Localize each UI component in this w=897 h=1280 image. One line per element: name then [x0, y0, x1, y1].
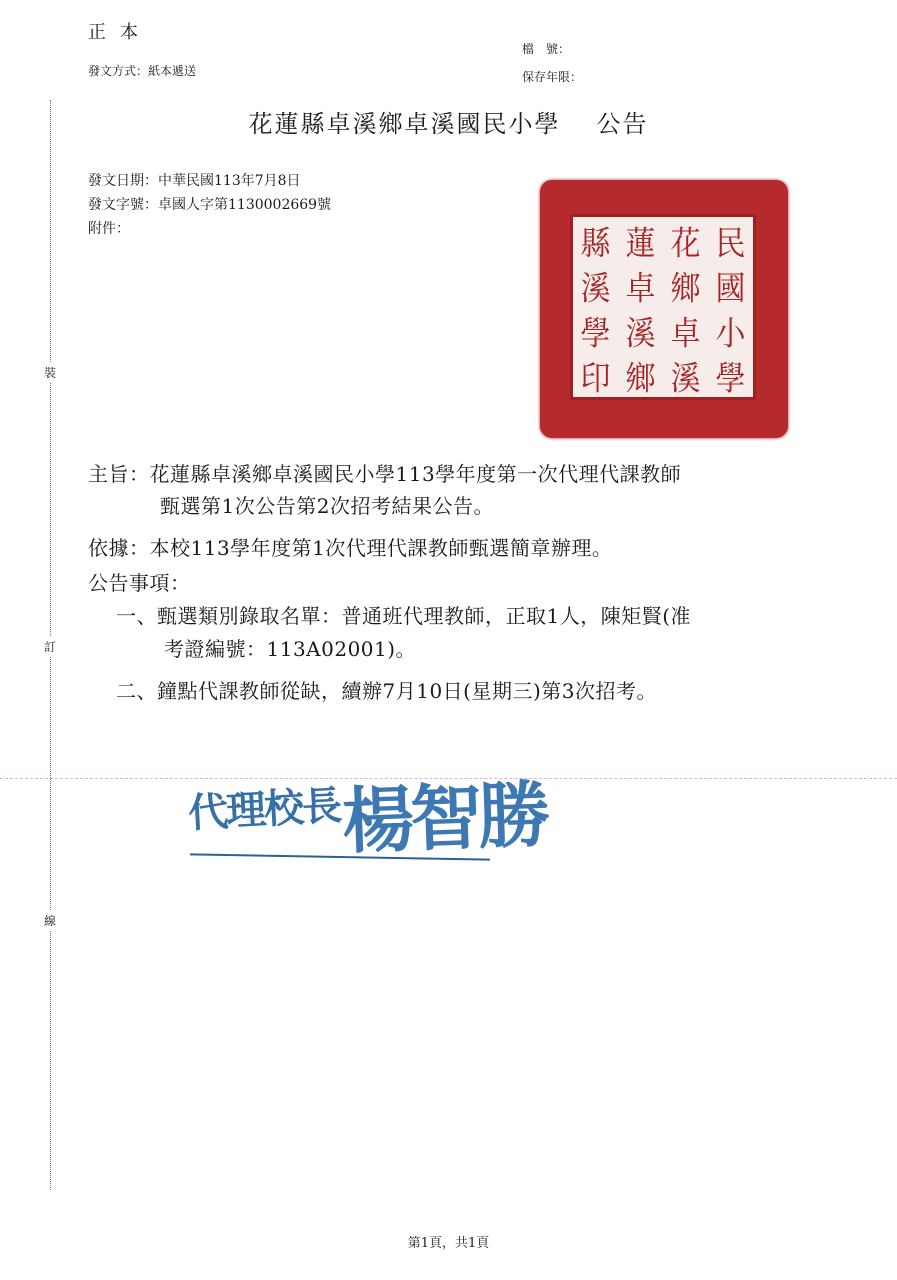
title-organization: 花蓮縣卓溪鄉卓溪國民小學 — [248, 110, 561, 138]
seal-char: 蓮 — [625, 224, 656, 263]
signature-title: 代理校長 — [187, 782, 342, 837]
page-number: 第1頁，共1頁 — [407, 1236, 490, 1251]
seal-inner-box — [570, 214, 756, 400]
seal-char: 國 — [715, 269, 746, 308]
seal-char: 溪 — [670, 359, 701, 398]
title-kind: 公告 — [596, 110, 649, 138]
seal-char: 溪 — [625, 314, 656, 353]
seal-char: 溪 — [580, 269, 611, 308]
seal-char: 花 — [670, 224, 701, 263]
copy-type-label: 正本 — [88, 22, 152, 43]
reference-number: 發文字號：卓國人字第1130002669號 — [88, 197, 332, 213]
seal-char: 學 — [580, 314, 611, 353]
binding-mark-zhuang: 裝 — [44, 362, 56, 383]
send-method: 發文方式：紙本遞送 — [88, 64, 197, 78]
item-1-line-2: 考證編號：113A02001)。 — [164, 637, 417, 661]
seal-char: 卓 — [625, 269, 656, 308]
item-2-line: 二、鐘點代課教師從缺，續辦7月10日(星期三)第3次招考。 — [116, 679, 658, 703]
seal-char: 卓 — [670, 314, 701, 353]
seal-char: 學 — [715, 359, 746, 398]
seal-char: 印 — [580, 359, 611, 398]
official-seal — [540, 180, 788, 438]
items-heading: 公告事項： — [88, 571, 191, 595]
document-title — [0, 104, 897, 139]
seal-char: 民 — [715, 224, 746, 263]
item-1-line-1: 一、甄選類別錄取名單：普通班代理教師，正取1人，陳矩賢(准 — [116, 604, 692, 628]
basis-line: 依據：本校113學年度第1次代理代課教師甄選簡章辦理。 — [88, 536, 613, 560]
file-number-label: 檔 號： — [522, 42, 571, 56]
subject-line-1: 主旨：花蓮縣卓溪鄉卓溪國民小學113學年度第一次代理代課教師 — [88, 462, 682, 486]
retention-period-label: 保存年限： — [522, 70, 583, 84]
seal-char: 鄉 — [625, 359, 656, 398]
attachment-label: 附件： — [88, 221, 130, 237]
seal-char: 縣 — [580, 224, 611, 263]
signature-name: 楊智勝 — [340, 771, 548, 864]
seal-char: 小 — [715, 314, 746, 353]
seal-char: 鄉 — [670, 269, 701, 308]
binding-mark-ding: 訂 — [44, 636, 56, 657]
issue-date: 發文日期：中華民國113年7月8日 — [88, 173, 301, 189]
subject-line-2: 甄選第1次公告第2次招考結果公告。 — [160, 494, 494, 518]
binding-mark-xian: 線 — [44, 910, 56, 931]
